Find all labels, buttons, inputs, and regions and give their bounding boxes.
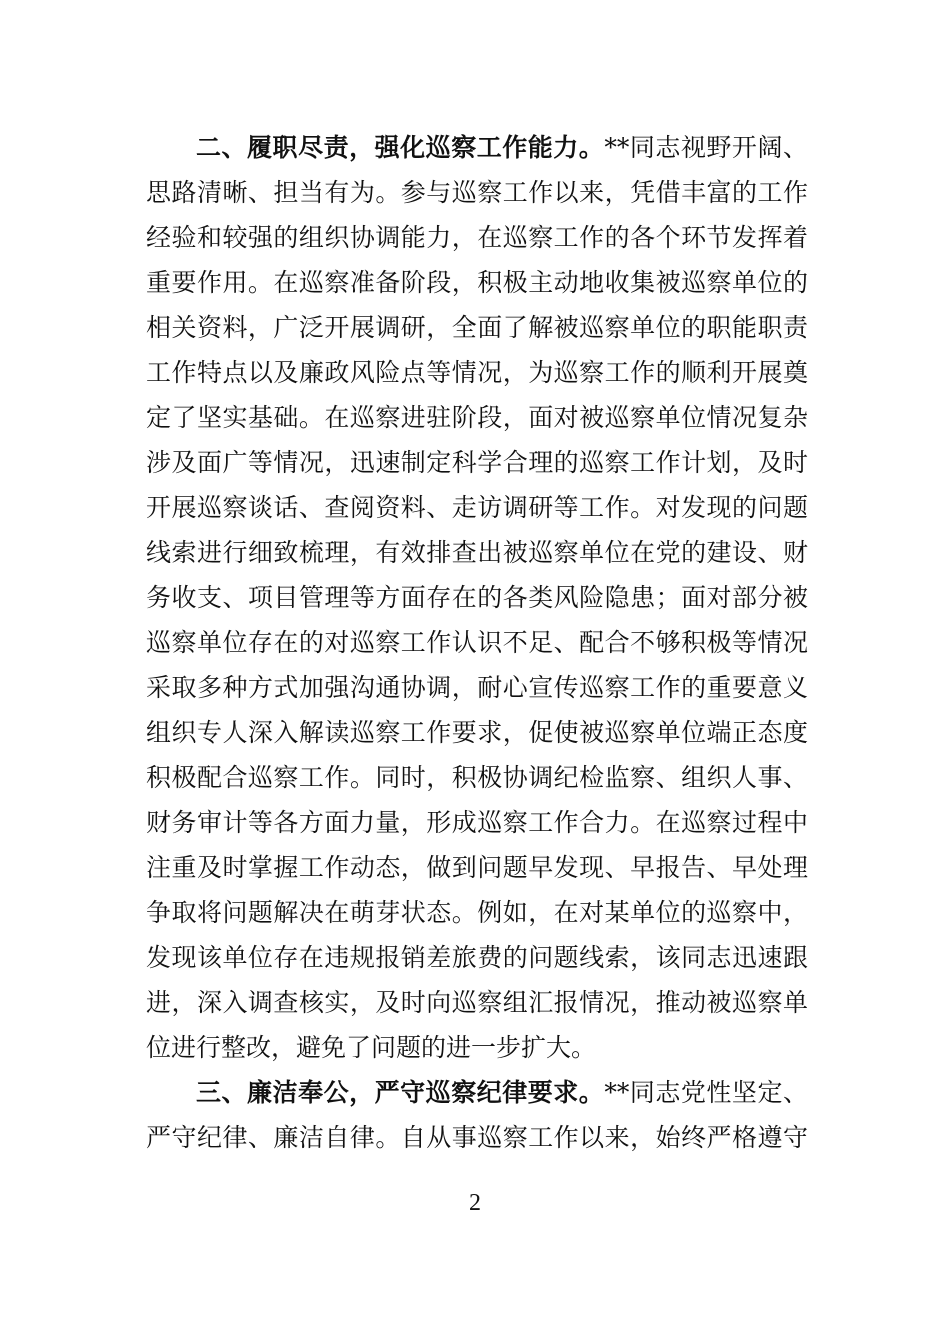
paragraph-line: 进，深入调查核实，及时向巡察组汇报情况，推动被巡察单 <box>146 988 808 1017</box>
paragraph-line <box>196 1070 808 1116</box>
section-heading: 三、廉洁奉公，严守巡察纪律要求。 <box>196 1078 605 1107</box>
paragraph-line: 开展巡察谈话、查阅资料、走访调研等工作。对发现的问题 <box>146 493 808 522</box>
line-text: **同志党性坚定、 <box>604 1078 808 1107</box>
paragraph-line: 巡察单位存在的对巡察工作认识不足、配合不够积极等情况 <box>146 628 808 657</box>
paragraph-line: 思路清晰、担当有为。参与巡察工作以来，凭借丰富的工作 <box>146 178 808 207</box>
paragraph-line: 组织专人深入解读巡察工作要求，促使被巡察单位端正态度 <box>146 718 808 747</box>
paragraph-line: 相关资料，广泛开展调研，全面了解被巡察单位的职能职责 <box>146 313 808 342</box>
paragraph-line: 注重及时掌握工作动态，做到问题早发现、早报告、早处理 <box>146 853 808 882</box>
page-number: 2 <box>469 1190 481 1216</box>
paragraph-line: 财务审计等各方面力量，形成巡察工作合力。在巡察过程中 <box>146 808 808 837</box>
paragraph-line <box>196 125 808 171</box>
paragraph-line: 定了坚实基础。在巡察进驻阶段，面对被巡察单位情况复杂 <box>146 403 808 432</box>
section-heading: 二、履职尽责，强化巡察工作能力。 <box>196 133 605 162</box>
paragraph-line: 务收支、项目管理等方面存在的各类风险隐患；面对部分被 <box>146 583 808 612</box>
paragraph-line: 发现该单位存在违规报销差旅费的问题线索，该同志迅速跟 <box>146 943 808 972</box>
line-text: **同志视野开阔、 <box>604 133 808 162</box>
paragraph-line: 争取将问题解决在萌芽状态。例如，在对某单位的巡察中， <box>146 898 808 927</box>
paragraph-line: 涉及面广等情况，迅速制定科学合理的巡察工作计划，及时 <box>146 448 808 477</box>
paragraph-line: 工作特点以及廉政风险点等情况，为巡察工作的顺利开展奠 <box>146 358 808 387</box>
paragraph-line: 位进行整改，避免了问题的进一步扩大。 <box>146 1033 597 1062</box>
paragraph-line: 积极配合巡察工作。同时，积极协调纪检监察、组织人事、 <box>146 763 808 792</box>
paragraph-line: 采取多种方式加强沟通协调，耐心宣传巡察工作的重要意义 <box>146 673 808 702</box>
paragraph-line: 线索进行细致梳理，有效排查出被巡察单位在党的建设、财 <box>146 538 808 567</box>
paragraph-line: 经验和较强的组织协调能力，在巡察工作的各个环节发挥着 <box>146 223 808 252</box>
paragraph-line: 严守纪律、廉洁自律。自从事巡察工作以来，始终严格遵守 <box>146 1123 808 1152</box>
paragraph-line: 重要作用。在巡察准备阶段，积极主动地收集被巡察单位的 <box>146 268 808 297</box>
